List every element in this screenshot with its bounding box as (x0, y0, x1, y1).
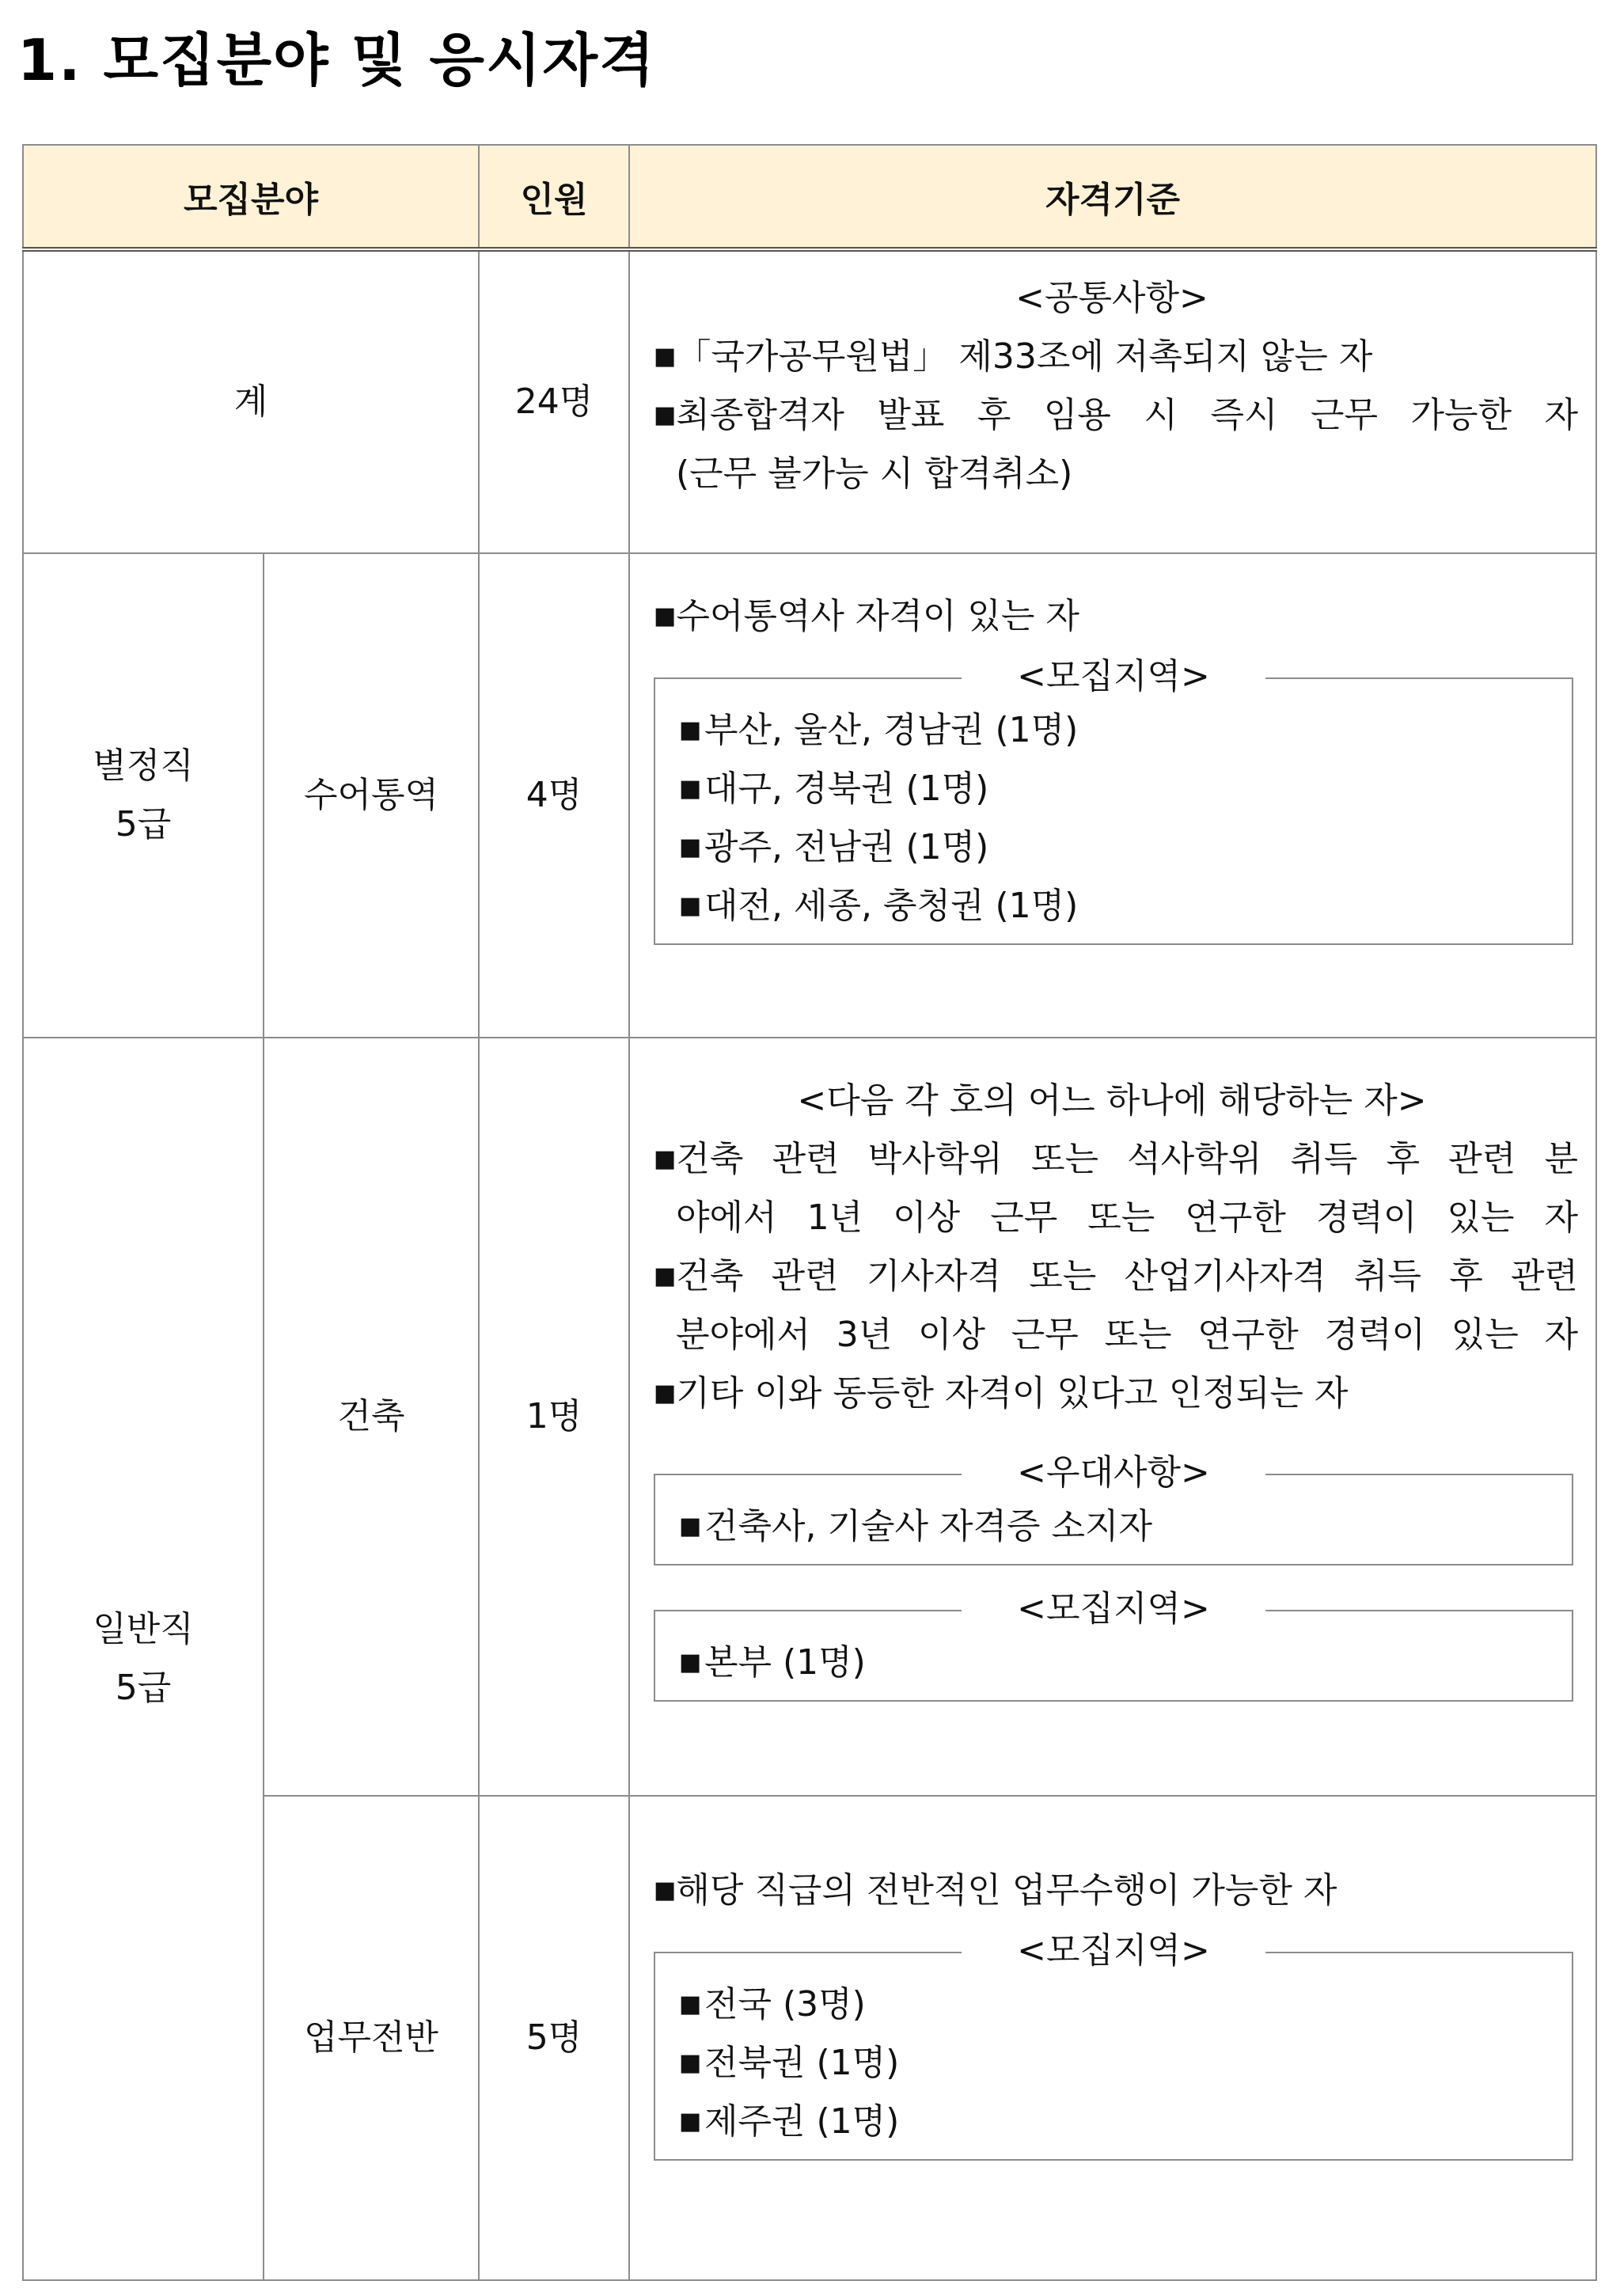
list-item: ■ 기타 이와 동등한 자격이 있다고 인정되는 자 (654, 1364, 1578, 1423)
region-title: <모집지역> (962, 647, 1265, 706)
count-sign-language: 4명 (479, 553, 629, 1038)
region-title: <모집지역> (962, 1580, 1265, 1638)
square-bullet-icon: ■ (654, 401, 677, 429)
total-criteria (629, 249, 1596, 553)
square-bullet-icon: ■ (679, 716, 702, 744)
field-general-work: 업무전반 (264, 1796, 479, 2280)
common-title: <공통사항> (1015, 278, 1208, 318)
list-item-note: (근무 불가능 시 합격취소) (676, 454, 1073, 494)
table-row-special (23, 553, 1596, 1038)
criteria-architecture (629, 1038, 1596, 1796)
field-architecture: 건축 (264, 1038, 479, 1796)
square-bullet-icon: ■ (679, 1512, 702, 1540)
square-bullet-icon: ■ (679, 2049, 702, 2077)
recruitment-table (22, 144, 1597, 2281)
square-bullet-icon: ■ (679, 2108, 702, 2135)
total-count: 24명 (479, 249, 629, 553)
list-item: ■ 본부 (1명) (679, 1634, 1553, 1692)
architecture-intro: <다음 각 호의 어느 하나에 해당하는 자> (797, 1080, 1427, 1121)
count-architecture: 1명 (479, 1038, 629, 1796)
header-criteria: 자격기준 (629, 145, 1596, 249)
square-bullet-icon: ■ (679, 775, 702, 803)
list-item: ■ 수어통역사 자격이 있는 자 (654, 587, 1578, 646)
region-title: <모집지역> (962, 1922, 1265, 1980)
preference-title: <우대사항> (962, 1444, 1265, 1502)
list-item: ■ 대전, 세종, 충청권 (1명) (679, 877, 1553, 935)
region-box (654, 1930, 1573, 2161)
list-item: ■ 부산, 울산, 경남권 (1명) (679, 701, 1553, 760)
list-item-continuation: 분야에서 3년 이상 근무 또는 연구한 경력이 있는 자 (676, 1315, 1579, 1355)
header-count: 인원 (479, 145, 629, 249)
list-item: ■ 전북권 (1명) (679, 2034, 1553, 2093)
square-bullet-icon: ■ (679, 1990, 702, 2018)
category-general: 일반직 5급 (23, 1038, 264, 2280)
preference-box (654, 1452, 1573, 1565)
list-item: ■ 「국가공무원법」 제33조에 저촉되지 않는 자 (654, 328, 1578, 386)
criteria-general-work (629, 1796, 1596, 2280)
square-bullet-icon: ■ (654, 1262, 677, 1290)
table-row-architecture (23, 1038, 1596, 1796)
list-item-continuation: 야에서 1년 이상 근무 또는 연구한 경력이 있는 자 (676, 1197, 1579, 1238)
list-item: ■ 해당 직급의 전반적인 업무수행이 가능한 자 (654, 1861, 1578, 1920)
criteria-sign-language (629, 553, 1596, 1038)
list-item: ■ 제주권 (1명) (679, 2093, 1553, 2151)
list-item: ■ 전국 (3명) (679, 1975, 1553, 2034)
count-general-work: 5명 (479, 1796, 629, 2280)
square-bullet-icon: ■ (654, 1877, 677, 1904)
field-sign-language: 수어통역 (264, 553, 479, 1038)
square-bullet-icon: ■ (679, 1649, 702, 1676)
table-header-row (23, 145, 1596, 249)
square-bullet-icon: ■ (654, 1145, 677, 1173)
page-title: 1. 모집분야 및 응시자격 (17, 27, 656, 93)
square-bullet-icon: ■ (654, 602, 677, 630)
list-item: ■ 건축사, 기술사 자격증 소지자 (679, 1497, 1553, 1556)
list-item: ■ 광주, 전남권 (1명) (679, 818, 1553, 877)
list-item: ■ 최종합격자 발표 후 임용 시 즉시 근무 가능한 자 (654, 386, 1578, 445)
list-item: ■ 건축 관련 박사학위 또는 석사학위 취득 후 관련 분 (654, 1130, 1578, 1189)
square-bullet-icon: ■ (654, 343, 677, 370)
region-box (654, 1588, 1573, 1702)
region-box (654, 656, 1573, 945)
total-label: 계 (23, 249, 479, 553)
square-bullet-icon: ■ (679, 833, 702, 861)
list-item: ■ 대구, 경북권 (1명) (679, 760, 1553, 818)
square-bullet-icon: ■ (654, 1379, 677, 1407)
header-field: 모집분야 (23, 145, 479, 249)
list-item: ■ 건축 관련 기사자격 또는 산업기사자격 취득 후 관련 (654, 1247, 1578, 1306)
square-bullet-icon: ■ (679, 892, 702, 920)
category-special: 별정직 5급 (23, 553, 264, 1038)
table-row-total (23, 249, 1596, 553)
